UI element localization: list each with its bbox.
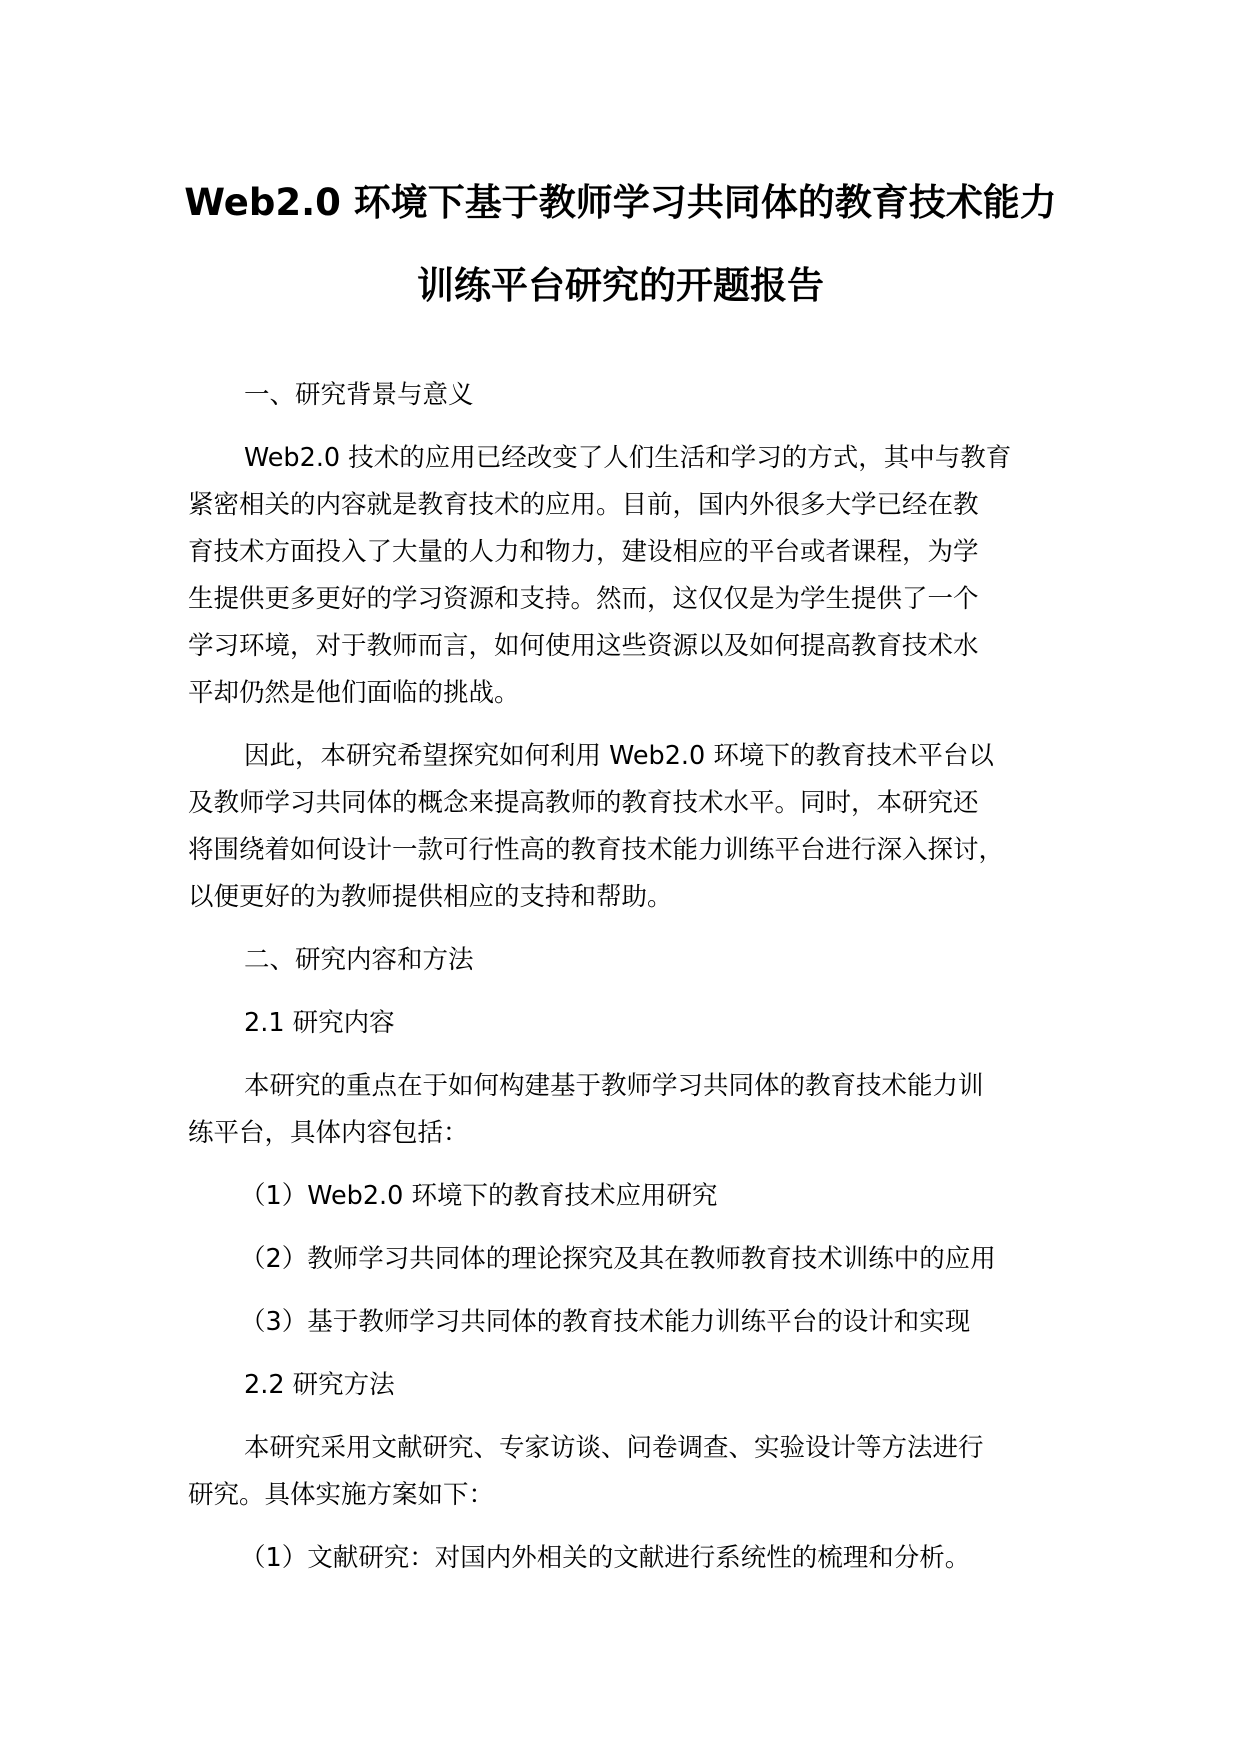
paragraph-content-intro	[188, 1063, 1088, 1157]
document-title-line-1: Web2.0 环境下基于教师学习共同体的教育技术能力	[184, 181, 1057, 224]
method-list-item: （1）文献研究：对国内外相关的文献进行系统性的梳理和分析。	[240, 1543, 971, 1573]
document-body	[188, 372, 1088, 1582]
paragraph-line: 学习环境，对于教师而言，如何使用这些资源以及如何提高教育技术水	[188, 631, 979, 661]
paragraph-line: 本研究的重点在于如何构建基于教师学习共同体的教育技术能力训	[244, 1071, 984, 1101]
paragraph-line: 紧密相关的内容就是教育技术的应用。目前，国内外很多大学已经在教	[188, 490, 979, 520]
content-list-item: （1）Web2.0 环境下的教育技术应用研究	[240, 1181, 718, 1211]
section-1-heading: 一、研究背景与意义	[244, 380, 474, 410]
content-list-item: （2）教师学习共同体的理论探究及其在教师教育技术训练中的应用	[240, 1244, 996, 1274]
subsection-2-2-heading: 2.2 研究方法	[244, 1370, 395, 1400]
paragraph-method-intro	[188, 1425, 1088, 1519]
paragraph-line: 育技术方面投入了大量的人力和物力，建设相应的平台或者课程，为学	[188, 537, 979, 567]
subsection-2-1-heading: 2.1 研究内容	[244, 1008, 395, 1038]
paragraph-line: 将围绕着如何设计一款可行性高的教育技术能力训练平台进行深入探讨，	[188, 835, 1005, 865]
paragraph-line: 本研究采用文献研究、专家访谈、问卷调查、实验设计等方法进行	[244, 1433, 984, 1463]
paragraph-line: 研究。具体实施方案如下：	[188, 1480, 495, 1510]
section-2-heading: 二、研究内容和方法	[244, 945, 474, 975]
paragraph-line: 平却仍然是他们面临的挑战。	[188, 678, 520, 708]
document-title-line-2: 训练平台研究的开题报告	[417, 264, 824, 307]
paragraph-line: 以便更好的为教师提供相应的支持和帮助。	[188, 882, 673, 912]
paragraph-line: 及教师学习共同体的概念来提高教师的教育技术水平。同时，本研究还	[188, 788, 979, 818]
paragraph-line: 因此，本研究希望探究如何利用 Web2.0 环境下的教育技术平台以	[244, 741, 994, 771]
paragraph-line: 练平台，具体内容包括：	[188, 1118, 469, 1148]
paragraph-background	[188, 435, 1088, 717]
paragraph-line: 生提供更多更好的学习资源和支持。然而，这仅仅是为学生提供了一个	[188, 584, 979, 614]
paragraph-significance	[188, 733, 1088, 921]
paragraph-line: Web2.0 技术的应用已经改变了人们生活和学习的方式，其中与教育	[244, 443, 1012, 473]
content-list-item: （3）基于教师学习共同体的教育技术能力训练平台的设计和实现	[240, 1307, 971, 1337]
